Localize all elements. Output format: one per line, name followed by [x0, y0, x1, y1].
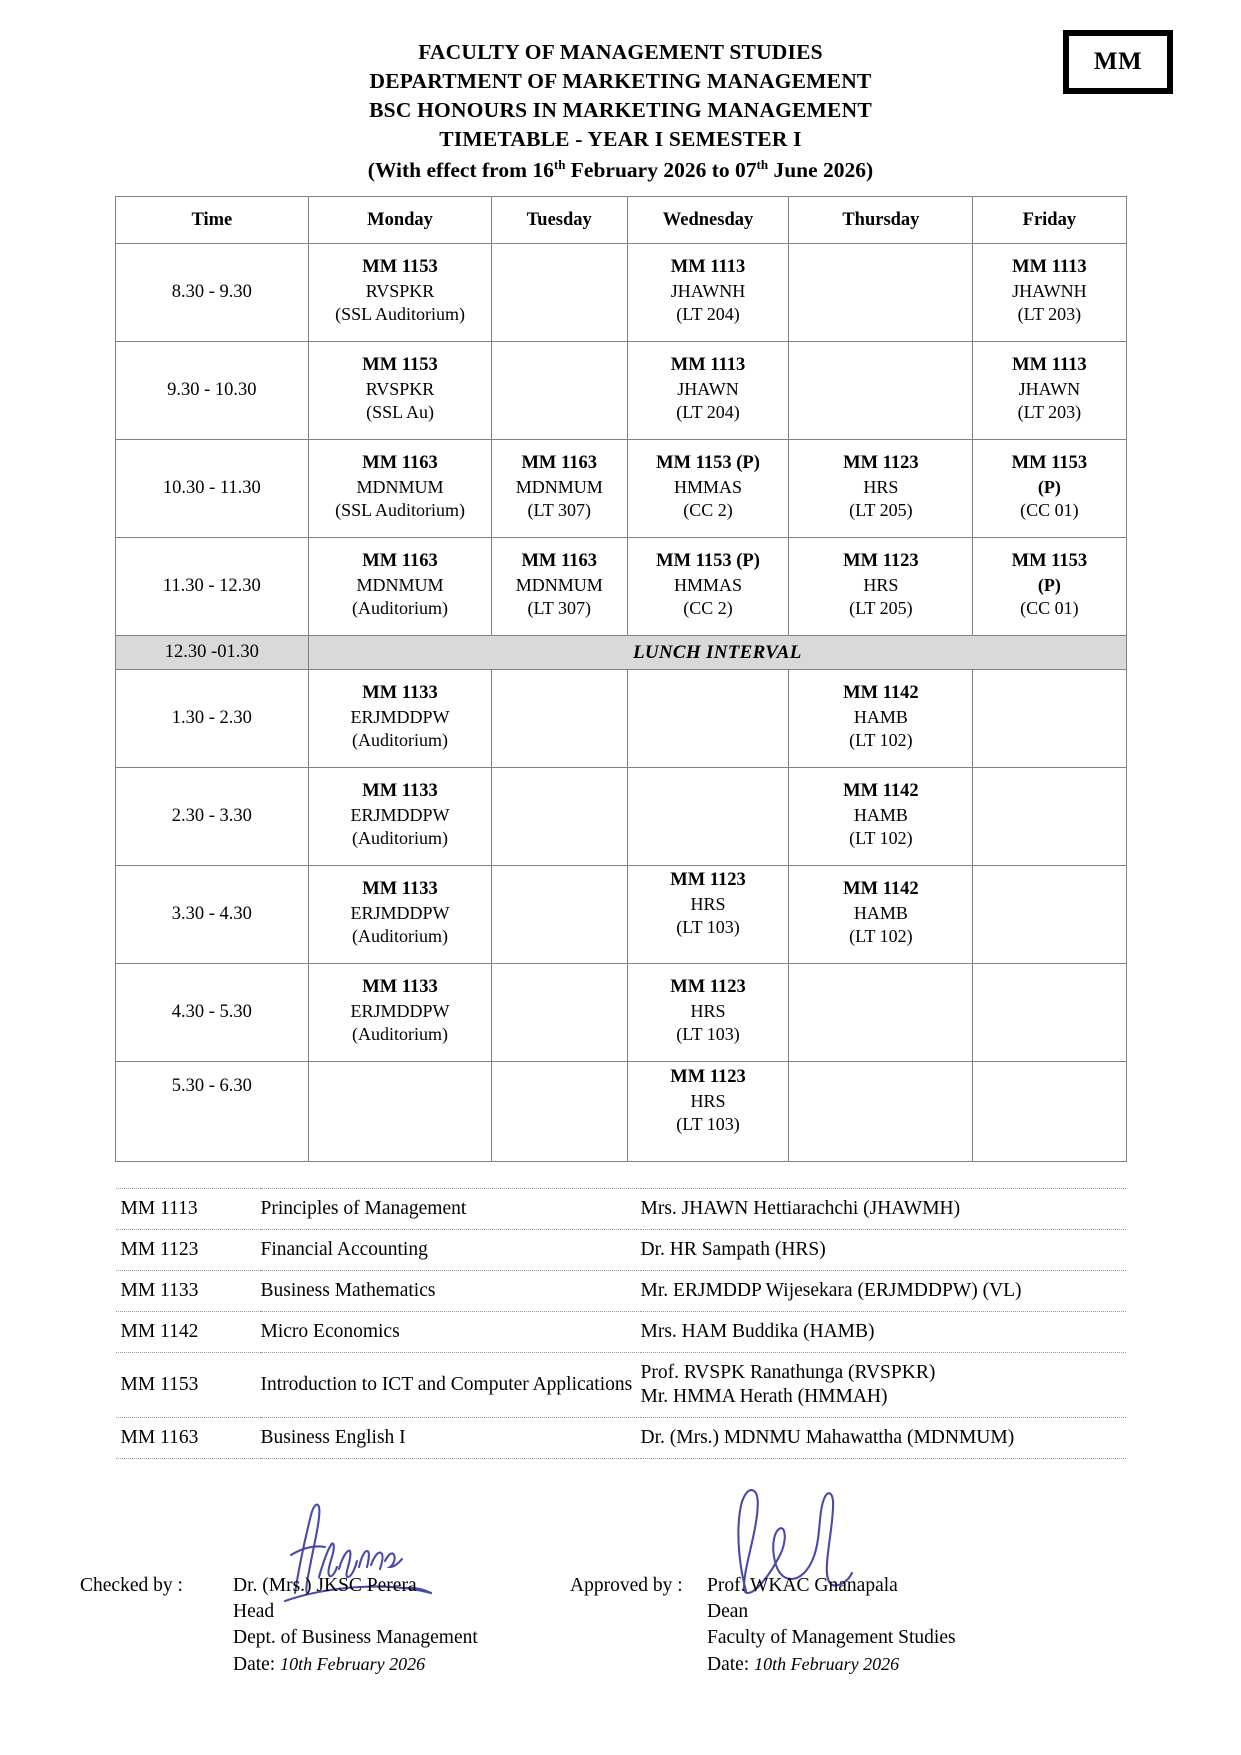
- room-label: (LT 204): [676, 304, 740, 325]
- class-slot-cell: [491, 538, 627, 636]
- course-code: MM 1153: [362, 257, 438, 278]
- room-label: (LT 205): [849, 500, 913, 521]
- class-slot: [789, 776, 972, 857]
- checked-by-name: Dr. (Mrs.) JKSC Perera: [233, 1575, 417, 1596]
- class-slot: [628, 865, 789, 946]
- class-slot-cell: [309, 866, 492, 964]
- empty-slot-cell: [789, 1062, 973, 1162]
- class-slot: [492, 546, 627, 627]
- course-legend-body: [116, 1189, 1126, 1459]
- time-slot-label: 10.30 - 11.30: [115, 440, 309, 538]
- class-slot-cell: [309, 964, 492, 1062]
- lecturer-code: ERJMDDPW: [350, 1000, 450, 1021]
- timetable-row: [115, 244, 1126, 342]
- class-slot: [309, 972, 491, 1053]
- room-label: (LT 307): [527, 598, 591, 619]
- class-slot-cell: [309, 342, 492, 440]
- course-code: MM 1142: [843, 683, 919, 704]
- class-slot: [973, 448, 1125, 529]
- legend-row: [116, 1189, 1126, 1230]
- lunch-interval-cell: LUNCH INTERVAL: [309, 636, 1126, 670]
- column-header-friday: Friday: [973, 197, 1126, 244]
- empty-slot-cell: [973, 964, 1126, 1062]
- course-code: MM 1133: [362, 683, 438, 704]
- approved-by-date-label: Date:: [707, 1654, 755, 1675]
- class-slot-cell: [491, 440, 627, 538]
- room-label: (Auditorium): [352, 598, 449, 619]
- legend-lecturer-name: Mr. HMMA Herath (HMMAH): [640, 1386, 888, 1407]
- legend-course-code: MM 1113: [116, 1189, 261, 1230]
- timetable-row: [115, 636, 1126, 670]
- class-slot: [309, 546, 491, 627]
- course-code: MM 1123: [843, 551, 919, 572]
- class-slot-cell: [789, 440, 973, 538]
- class-slot-cell: [309, 768, 492, 866]
- header-line-faculty: FACULTY OF MANAGEMENT STUDIES: [418, 40, 823, 64]
- timetable-row: [115, 538, 1126, 636]
- legend-course-title: Introduction to ICT and Computer Applications: [261, 1353, 641, 1418]
- class-slot: [973, 350, 1125, 431]
- lecturer-code: HRS: [690, 1090, 726, 1111]
- lecturer-code: HRS: [690, 1000, 726, 1021]
- lecturer-code: HAMB: [853, 902, 908, 923]
- time-slot-label: 1.30 - 2.30: [115, 670, 309, 768]
- class-slot: [628, 972, 789, 1053]
- column-header-thursday: Thursday: [789, 197, 973, 244]
- class-slot-cell: [627, 538, 789, 636]
- empty-slot-cell: [789, 244, 973, 342]
- course-code: MM 1163: [362, 551, 438, 572]
- approved-by-name: Prof. WKAC Gnanapala: [707, 1575, 898, 1596]
- lecturer-code: ERJMDDPW: [350, 804, 450, 825]
- class-slot: [789, 678, 972, 759]
- room-label: (SSL Auditorium): [335, 500, 465, 521]
- approved-by-date-sup: th: [772, 1654, 787, 1674]
- empty-slot-cell: [491, 964, 627, 1062]
- timetable-header-row: [115, 197, 1126, 244]
- room-label: (Auditorium): [352, 1024, 449, 1045]
- legend-row: [116, 1312, 1126, 1353]
- empty-slot-cell: [309, 1062, 492, 1162]
- empty-slot-cell: [789, 964, 973, 1062]
- empty-slot-cell: [627, 768, 789, 866]
- empty-slot-cell: [491, 1062, 627, 1162]
- class-slot-cell: [309, 670, 492, 768]
- class-slot-cell: [627, 440, 789, 538]
- timetable-row: [115, 670, 1126, 768]
- legend-course-code: MM 1153: [116, 1353, 261, 1418]
- empty-slot-cell: [973, 1062, 1126, 1162]
- course-code: MM 1133: [362, 977, 438, 998]
- legend-course-title: Business Mathematics: [261, 1271, 641, 1312]
- lecturer-code: HMMAS: [673, 476, 743, 497]
- room-label: (Auditorium): [352, 828, 449, 849]
- legend-lecturer-names: [641, 1271, 1126, 1312]
- class-slot-cell: [789, 670, 973, 768]
- room-label: (LT 103): [676, 917, 740, 938]
- effective-sup-end: th: [756, 156, 769, 172]
- room-label: (LT 103): [676, 1114, 740, 1135]
- lecturer-code: HAMB: [853, 706, 908, 727]
- course-code: MM 1153: [1011, 551, 1088, 572]
- header-line-timetable: TIMETABLE - YEAR I SEMESTER I: [439, 127, 802, 151]
- course-code: MM 1153: [362, 355, 438, 376]
- legend-course-title: Principles of Management: [261, 1189, 641, 1230]
- class-slot-cell: [973, 244, 1126, 342]
- room-label: (LT 102): [849, 926, 913, 947]
- empty-slot-cell: [973, 768, 1126, 866]
- room-label: (CC 01): [1020, 500, 1079, 521]
- timetable-body: [115, 244, 1126, 1162]
- legend-row: [116, 1418, 1126, 1459]
- effective-middle: February 2026 to 07: [565, 158, 757, 182]
- legend-lecturer-names: [641, 1189, 1126, 1230]
- legend-row: [116, 1271, 1126, 1312]
- legend-lecturer-names: [641, 1230, 1126, 1271]
- approved-by-date-day: 10: [754, 1654, 773, 1674]
- room-label: (LT 103): [676, 1024, 740, 1045]
- class-slot: [628, 448, 789, 529]
- class-slot: [789, 874, 972, 955]
- room-label: (LT 102): [849, 730, 913, 751]
- class-slot: [789, 448, 972, 529]
- lecturer-code: MDNMUM: [356, 574, 444, 595]
- mm-logo-label: MM: [1093, 48, 1143, 75]
- checked-by-row: [80, 1573, 478, 1599]
- legend-lecturer-names: [641, 1418, 1126, 1459]
- header-effective-dates: [0, 155, 1241, 185]
- room-label: (LT 204): [676, 402, 740, 423]
- empty-slot-cell: [973, 670, 1126, 768]
- course-code: MM 1163: [521, 453, 597, 474]
- timetable-row: [115, 964, 1126, 1062]
- room-label: (Auditorium): [352, 926, 449, 947]
- legend-course-title: Micro Economics: [261, 1312, 641, 1353]
- legend-course-title: Financial Accounting: [261, 1230, 641, 1271]
- room-label: (LT 307): [527, 500, 591, 521]
- timetable-wrapper: [115, 196, 1127, 1162]
- empty-slot-cell: [973, 866, 1126, 964]
- time-slot-label: 4.30 - 5.30: [115, 964, 309, 1062]
- column-header-time: Time: [115, 197, 309, 244]
- class-slot: [628, 546, 789, 627]
- empty-slot-cell: [491, 244, 627, 342]
- lecturer-code: HAMB: [853, 804, 908, 825]
- lecturer-code: MDNMUM: [515, 476, 603, 497]
- course-code: MM 1123: [670, 1067, 746, 1088]
- time-slot-label: 9.30 - 10.30: [115, 342, 309, 440]
- approved-by-date-rest: February 2026: [786, 1654, 900, 1674]
- approved-by-block: [570, 1573, 956, 1678]
- class-slot-cell: [627, 244, 789, 342]
- legend-lecturer-name: Mrs. JHAWN Hettiarachchi (JHAWMH): [640, 1198, 961, 1219]
- checked-by-date-label: Date:: [233, 1654, 281, 1675]
- class-slot: [309, 252, 491, 333]
- room-label: (CC 2): [683, 598, 733, 619]
- room-label: (SSL Auditorium): [335, 304, 465, 325]
- approved-by-unit: Faculty of Management Studies: [707, 1627, 956, 1648]
- class-slot-cell: [789, 538, 973, 636]
- class-slot: [309, 448, 491, 529]
- approved-by-date: [707, 1651, 956, 1678]
- course-code: MM 1142: [843, 781, 919, 802]
- course-code: MM 1153 (P): [656, 551, 760, 572]
- lecturer-code: ERJMDDPW: [350, 902, 450, 923]
- checked-by-date-day: 10: [280, 1654, 299, 1674]
- effective-sup-start: th: [553, 156, 566, 172]
- lecturer-code: (P): [1037, 476, 1061, 497]
- checked-by-label: Checked by :: [80, 1575, 183, 1596]
- lecturer-code: JHAWNH: [670, 280, 746, 301]
- checked-by-block: [80, 1573, 478, 1678]
- course-code: MM 1133: [362, 781, 438, 802]
- course-legend-table: [116, 1188, 1126, 1459]
- header-line-department: DEPARTMENT OF MARKETING MANAGEMENT: [369, 69, 872, 93]
- timetable-row: [115, 768, 1126, 866]
- lecturer-code: HRS: [863, 476, 899, 497]
- time-slot-label: 8.30 - 9.30: [115, 244, 309, 342]
- class-slot-cell: [973, 440, 1126, 538]
- lecturer-code: ERJMDDPW: [350, 706, 450, 727]
- lecturer-code: RVSPKR: [365, 280, 435, 301]
- course-code: MM 1142: [843, 879, 919, 900]
- empty-slot-cell: [789, 342, 973, 440]
- class-slot-cell: [627, 342, 789, 440]
- empty-slot-cell: [627, 670, 789, 768]
- legend-course-code: MM 1133: [116, 1271, 261, 1312]
- column-header-wednesday: Wednesday: [627, 197, 789, 244]
- header-line-degree: BSC HONOURS IN MARKETING MANAGEMENT: [369, 98, 872, 122]
- legend-lecturer-names: [641, 1353, 1126, 1418]
- lecturer-code: RVSPKR: [365, 378, 435, 399]
- class-slot-cell: [973, 342, 1126, 440]
- course-code: MM 1163: [362, 453, 438, 474]
- lecturer-code: (P): [1037, 574, 1061, 595]
- approved-by-row: [570, 1573, 956, 1599]
- timetable-row: [115, 866, 1126, 964]
- class-slot: [309, 776, 491, 857]
- column-header-tuesday: Tuesday: [491, 197, 627, 244]
- class-slot-cell: [309, 538, 492, 636]
- class-slot-cell: [789, 768, 973, 866]
- legend-course-code: MM 1123: [116, 1230, 261, 1271]
- legend-lecturer-name: Dr. (Mrs.) MDNMU Mahawattha (MDNMUM): [640, 1427, 1015, 1448]
- room-label: (Auditorium): [352, 730, 449, 751]
- legend-lecturer-name: Mr. ERJMDDP Wijesekara (ERJMDDPW) (VL): [640, 1280, 1022, 1301]
- class-slot: [309, 350, 491, 431]
- room-label: (LT 102): [849, 828, 913, 849]
- lecturer-code: JHAWN: [1018, 378, 1081, 399]
- time-slot-label: 5.30 - 6.30: [115, 1062, 309, 1162]
- course-code: MM 1123: [670, 870, 746, 891]
- room-label: (SSL Au): [366, 402, 434, 423]
- document-header: [0, 0, 1241, 185]
- legend-lecturer-name: Dr. HR Sampath (HRS): [640, 1239, 826, 1260]
- course-code: MM 1123: [670, 977, 746, 998]
- class-slot-cell: [973, 538, 1126, 636]
- course-code: MM 1123: [843, 453, 919, 474]
- class-slot: [628, 1062, 789, 1143]
- legend-row: [116, 1230, 1126, 1271]
- legend-lecturer-name: Mrs. HAM Buddika (HAMB): [640, 1321, 875, 1342]
- approved-by-role: Dean: [707, 1601, 749, 1622]
- class-slot: [789, 546, 972, 627]
- signature-area: [0, 1511, 1241, 1721]
- class-slot-cell: [309, 244, 492, 342]
- room-label: (LT 205): [849, 598, 913, 619]
- class-slot: [973, 252, 1125, 333]
- course-code: MM 1113: [670, 355, 746, 376]
- time-slot-label: 2.30 - 3.30: [115, 768, 309, 866]
- lecturer-code: MDNMUM: [515, 574, 603, 595]
- course-code: MM 1113: [1012, 257, 1087, 278]
- lecturer-code: HRS: [863, 574, 899, 595]
- time-slot-label: 11.30 - 12.30: [115, 538, 309, 636]
- legend-lecturer-names: [641, 1312, 1126, 1353]
- mm-logo-box: [1063, 30, 1173, 94]
- timetable-row: [115, 1062, 1126, 1162]
- checked-by-role: Head: [233, 1601, 275, 1622]
- lecturer-code: HMMAS: [673, 574, 743, 595]
- effective-suffix: June 2026): [768, 158, 874, 182]
- room-label: (LT 203): [1017, 304, 1082, 325]
- time-slot-label: 3.30 - 4.30: [115, 866, 309, 964]
- room-label: (LT 203): [1017, 402, 1082, 423]
- class-slot-cell: [309, 440, 492, 538]
- checked-by-unit: Dept. of Business Management: [233, 1627, 478, 1648]
- class-slot-cell: [627, 1062, 789, 1162]
- class-slot: [628, 350, 789, 431]
- lecturer-code: JHAWNH: [1012, 280, 1087, 301]
- checked-by-date-rest: February 2026: [312, 1654, 426, 1674]
- legend-row: [116, 1353, 1126, 1418]
- legend-course-title: Business English I: [261, 1418, 641, 1459]
- empty-slot-cell: [491, 866, 627, 964]
- approved-by-label: Approved by :: [570, 1575, 683, 1596]
- class-slot-cell: [627, 964, 789, 1062]
- lecturer-code: HRS: [690, 893, 726, 914]
- course-code: MM 1113: [670, 257, 746, 278]
- class-slot-cell: [627, 866, 789, 964]
- class-slot: [309, 678, 491, 759]
- timetable-row: [115, 342, 1126, 440]
- effective-prefix: (With effect from 16: [367, 158, 554, 182]
- course-code: MM 1153: [1011, 453, 1088, 474]
- time-slot-label: 12.30 -01.30: [115, 636, 309, 670]
- legend-course-code: MM 1163: [116, 1418, 261, 1459]
- room-label: (CC 01): [1020, 598, 1079, 619]
- course-code: MM 1113: [1012, 355, 1087, 376]
- lecturer-code: MDNMUM: [356, 476, 444, 497]
- course-code: MM 1163: [521, 551, 597, 572]
- class-slot: [628, 252, 789, 333]
- room-label: (CC 2): [683, 500, 733, 521]
- timetable-table: [115, 196, 1127, 1162]
- empty-slot-cell: [491, 768, 627, 866]
- class-slot-cell: [789, 866, 973, 964]
- checked-by-date: [233, 1651, 478, 1678]
- column-header-monday: Monday: [309, 197, 492, 244]
- class-slot: [973, 546, 1125, 627]
- checked-by-date-sup: th: [298, 1654, 313, 1674]
- legend-lecturer-name: Prof. RVSPK Ranathunga (RVSPKR): [640, 1362, 936, 1383]
- class-slot: [309, 874, 491, 955]
- lecturer-code: JHAWN: [677, 378, 739, 399]
- course-code: MM 1153 (P): [656, 453, 760, 474]
- course-code: MM 1133: [362, 879, 438, 900]
- class-slot: [492, 448, 627, 529]
- empty-slot-cell: [491, 342, 627, 440]
- empty-slot-cell: [491, 670, 627, 768]
- legend-course-code: MM 1142: [116, 1312, 261, 1353]
- timetable-row: [115, 440, 1126, 538]
